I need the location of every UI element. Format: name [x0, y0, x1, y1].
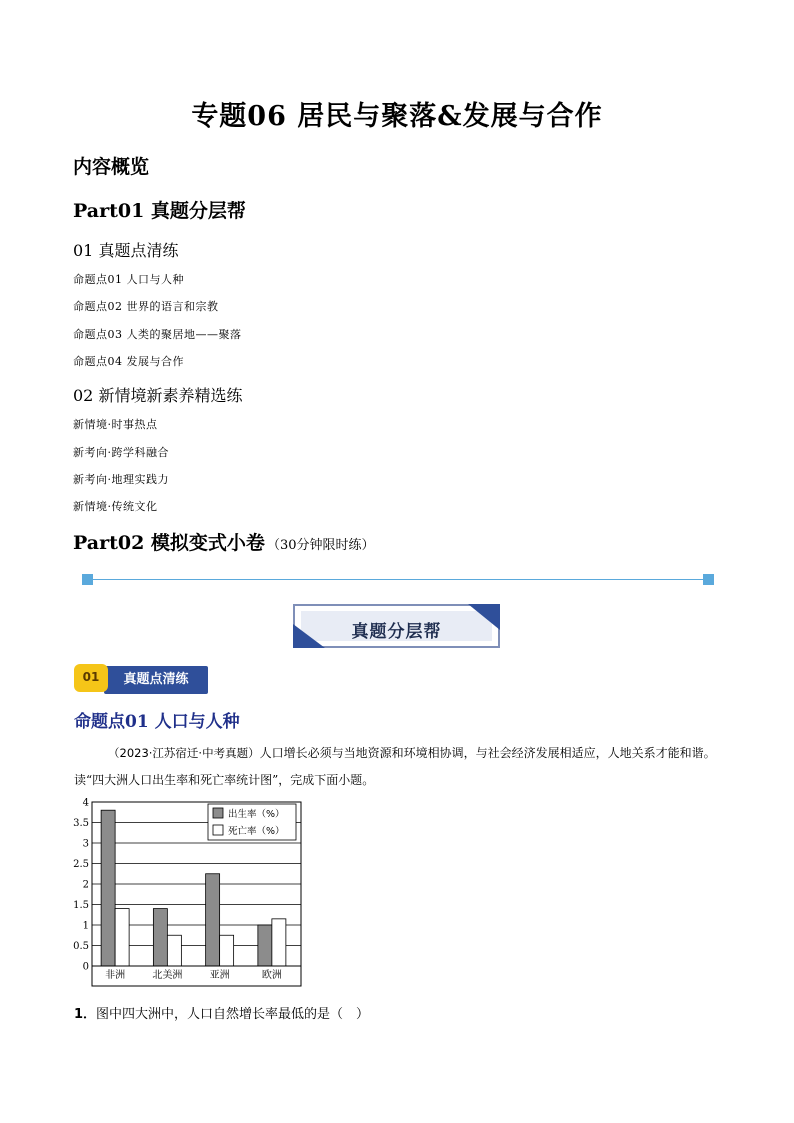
x-tick-label: 北美洲: [152, 970, 183, 981]
legend-swatch: [213, 825, 223, 835]
y-tick-label: 2.5: [73, 859, 89, 870]
question-source: （2023·江苏宿迁·中考真题）: [108, 746, 260, 760]
y-tick-label: 0: [82, 961, 89, 973]
y-tick-label: 4: [82, 797, 89, 809]
x-tick-label: 欧洲: [261, 970, 282, 981]
page-title: 专题06 居民与聚落&发展与合作: [191, 101, 603, 132]
toc-item[interactable]: 命题点04 发展与合作: [73, 355, 184, 368]
question-text: 图中四大洲中，人口自然增长率最低的是（ ）: [96, 1007, 370, 1022]
bar-birth-rate: [206, 874, 220, 966]
section02-heading: 02 新情境新素养精选练: [73, 386, 243, 405]
toc-item[interactable]: 新考向·地理实践力: [73, 473, 169, 486]
bar-death-rate: [115, 909, 129, 966]
section01-heading: 01 真题点清练: [73, 241, 179, 260]
question-number: 1．: [74, 1007, 97, 1022]
y-tick-label: 3: [82, 838, 89, 850]
bar-death-rate: [220, 935, 234, 966]
bar-birth-rate: [153, 909, 167, 966]
banner-title: 真题分层帮: [351, 622, 442, 642]
bar-birth-rate: [101, 810, 115, 966]
bar-birth-rate: [258, 925, 272, 966]
y-tick-label: 1.5: [73, 900, 89, 911]
toc-item[interactable]: 新考向·跨学科融合: [73, 446, 169, 459]
overview-heading: 内容概览: [73, 156, 150, 178]
x-tick-label: 亚洲: [209, 970, 230, 981]
bar-death-rate: [167, 935, 181, 966]
section-divider: [82, 574, 714, 586]
question-stem-text: 人口增长必须与当地资源和环境相协调，与社会经济发展相适应，人地关系才能和谐。读“四大洲人口出生率和死亡率统计图”，完成下面小题。: [74, 746, 716, 787]
legend-label: 死亡率（%）: [228, 826, 285, 837]
x-tick-label: 非洲: [105, 970, 126, 981]
bar-death-rate: [272, 919, 286, 966]
toc-item[interactable]: 新情境·传统文化: [73, 500, 158, 513]
section-tag-number: 01: [74, 664, 108, 692]
legend-label: 出生率（%）: [228, 809, 285, 820]
y-tick-label: 2: [82, 879, 89, 891]
question-1: [74, 1003, 369, 1022]
part2-heading: [73, 528, 374, 555]
y-tick-label: 3.5: [73, 818, 89, 829]
y-tick-label: 1: [82, 920, 89, 932]
toc-item[interactable]: 命题点02 世界的语言和宗教: [73, 300, 219, 313]
question-stem: [74, 740, 720, 794]
section-tag-label: 真题点清练: [104, 666, 208, 694]
birth-death-rate-chart: [72, 794, 306, 992]
toc-item[interactable]: 命题点01 人口与人种: [73, 273, 184, 286]
section-banner: [293, 604, 500, 648]
toc-item[interactable]: 命题点03 人类的聚居地——聚落: [73, 328, 242, 341]
toc-item[interactable]: 新情境·时事热点: [73, 418, 158, 431]
topic-heading: 命题点01 人口与人种: [74, 712, 240, 732]
part1-heading: Part01 真题分层帮: [73, 200, 246, 222]
y-tick-label: 0.5: [73, 941, 89, 952]
part2-note: （30分钟限时练）: [266, 538, 375, 553]
part2-title: Part02 模拟变式小卷: [73, 532, 265, 554]
legend-swatch: [213, 808, 223, 818]
